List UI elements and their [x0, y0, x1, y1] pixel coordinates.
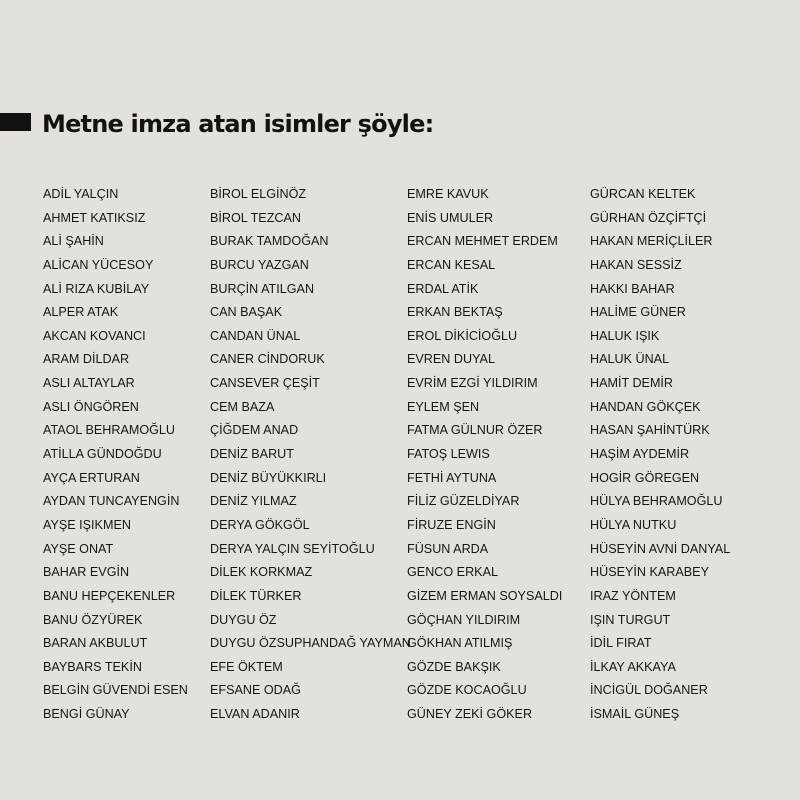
signatory-name: HALİME GÜNER [590, 305, 686, 320]
signatory-name: ERDAL ATİK [407, 281, 479, 296]
signatory-name: HAMİT DEMİR [590, 376, 674, 391]
signatory-name: BURCU YAZGAN [210, 257, 309, 272]
signatory-name: ELVAN ADANIR [210, 707, 300, 722]
signatory-name: FÜSUN ARDA [407, 541, 489, 556]
signatory-name: EFE ÖKTEM [210, 659, 283, 674]
signatory-name: GÖZDE BAKŞIK [407, 659, 501, 674]
signatory-name: GÖZDE KOCAOĞLU [407, 683, 527, 698]
signatory-name: HASAN ŞAHİNTÜRK [590, 423, 710, 438]
signatory-name: CANSEVER ÇEŞİT [210, 376, 320, 391]
signatory-name: GİZEM ERMAN SOYSALDI [407, 588, 563, 603]
signatory-name: EVRİM EZGİ YILDIRIM [407, 376, 538, 391]
signatory-name: ARAM DİLDAR [43, 352, 130, 367]
signatory-name: IŞIN TURGUT [590, 612, 671, 627]
signatory-name: EVREN DUYAL [407, 352, 495, 367]
signatory-name: DENİZ BÜYÜKKIRLI [210, 470, 327, 485]
signatory-name: GÖÇHAN YILDIRIM [407, 612, 521, 627]
signatory-name: DENİZ YILMAZ [210, 494, 297, 509]
signatory-name: GÜRHAN ÖZÇİFTÇİ [590, 210, 707, 225]
signatory-name: GÜNEY ZEKİ GÖKER [407, 707, 533, 722]
signatory-name: FATOŞ LEWIS [407, 447, 490, 462]
signatory-name: CEM BAZA [210, 399, 275, 414]
signatory-name: DERYA YALÇIN SEYİTOĞLU [210, 541, 375, 556]
signatory-name: HÜSEYİN KARABEY [590, 565, 709, 580]
signatory-name: EMRE KAVUK [407, 187, 489, 201]
signatory-name: HÜLYA NUTKU [590, 517, 677, 532]
signatory-name: BELGİN GÜVENDİ ESEN [43, 683, 188, 698]
signatory-name: İLKAY AKKAYA [590, 659, 676, 674]
signatory-name: ERCAN MEHMET ERDEM [407, 234, 558, 249]
signatory-name: ALİCAN YÜCESOY [43, 257, 154, 272]
signatory-name: ATİLLA GÜNDOĞDU [43, 447, 162, 462]
signatory-name: HANDAN GÖKÇEK [590, 399, 701, 414]
names-column-4 [590, 183, 730, 727]
signatory-name: CANER CİNDORUK [210, 352, 325, 367]
signatory-name: HALUK ÜNAL [590, 352, 670, 367]
signatory-name: GÜRCAN KELTEK [590, 187, 696, 201]
signatory-name: HÜLYA BEHRAMOĞLU [590, 494, 723, 509]
signatory-name: ALPER ATAK [43, 305, 119, 320]
signatory-name: AYDAN TUNCAYENGİN [43, 494, 180, 509]
names-column-3 [407, 183, 562, 727]
signatory-name: CANDAN ÜNAL [210, 328, 301, 343]
signatory-name: DUYGU ÖZ [210, 612, 277, 627]
signatory-name: BİROL ELGİNÖZ [210, 187, 307, 201]
signatory-name: ÇİĞDEM ANAD [210, 423, 299, 438]
names-column-1 [43, 183, 188, 727]
signatory-name: BENGİ GÜNAY [43, 707, 130, 722]
signatory-name: GENCO ERKAL [407, 565, 498, 580]
signatory-name: EFSANE ODAĞ [210, 683, 301, 698]
signatory-name: CAN BAŞAK [210, 305, 283, 320]
signatory-name: BURAK TAMDOĞAN [210, 234, 329, 249]
signatory-name: HOGİR GÖREGEN [590, 470, 700, 485]
signatory-name: HAKAN SESSİZ [590, 257, 682, 272]
signatory-name: ASLI ÖNGÖREN [43, 399, 139, 414]
signatory-name: HÜSEYİN AVNİ DANYAL [590, 541, 731, 556]
signatory-name: BİROL TEZCAN [210, 210, 301, 225]
signatory-name: AYÇA ERTURAN [43, 470, 140, 485]
signatory-name: EROL DİKİCİOĞLU [407, 328, 518, 343]
signatory-name: FİRUZE ENGİN [407, 517, 496, 532]
heading-bar-marker [0, 113, 31, 131]
signatory-name: DİLEK TÜRKER [210, 588, 302, 603]
signatory-name: HAKKI BAHAR [590, 281, 675, 296]
signatory-name: HALUK IŞIK [590, 328, 660, 343]
signatory-name: BANU HEPÇEKENLER [43, 588, 176, 603]
page-title: Metne imza atan isimler şöyle: [42, 110, 434, 138]
signatory-name: BAHAR EVGİN [43, 565, 130, 580]
signatory-name: AKCAN KOVANCI [43, 328, 146, 343]
signatory-name: ERKAN BEKTAŞ [407, 305, 503, 320]
signatory-name: ALİ ŞAHİN [43, 234, 104, 249]
signatory-name: DİLEK KORKMAZ [210, 565, 313, 580]
signatory-name: ENİS UMULER [407, 210, 494, 225]
signatory-name: DERYA GÖKGÖL [210, 517, 310, 532]
signatory-name: İDİL FIRAT [590, 636, 652, 651]
signatory-name: AYŞE IŞIKMEN [43, 517, 131, 532]
signatory-name: HAŞİM AYDEMİR [590, 447, 690, 462]
signatory-name: FETHİ AYTUNA [407, 470, 497, 485]
signatory-name: AHMET KATIKSIZ [43, 210, 146, 225]
signatory-name: BARAN AKBULUT [43, 636, 148, 651]
signatory-name: DUYGU ÖZSUPHANDAĞ YAYMAN [210, 636, 411, 651]
signatory-name: ERCAN KESAL [407, 257, 496, 272]
signatory-name: BURÇİN ATILGAN [210, 281, 315, 296]
signatory-name: EYLEM ŞEN [407, 399, 480, 414]
signatory-name: HAKAN MERİÇLİLER [590, 234, 713, 249]
signatory-name: İNCİGÜL DOĞANER [590, 683, 708, 698]
signatory-name: BANU ÖZYÜREK [43, 612, 143, 627]
signatory-name: FATMA GÜLNUR ÖZER [407, 423, 543, 438]
signatory-name: IRAZ YÖNTEM [590, 588, 676, 603]
signatory-name: ATAOL BEHRAMOĞLU [43, 423, 176, 438]
signatory-name: ALİ RIZA KUBİLAY [43, 281, 150, 296]
signatory-name: DENİZ BARUT [210, 447, 294, 462]
signatory-name: BAYBARS TEKİN [43, 659, 142, 674]
signatory-name: İSMAİL GÜNEŞ [590, 707, 680, 722]
signatory-name: ASLI ALTAYLAR [43, 376, 135, 391]
names-column-2 [210, 183, 411, 727]
signatory-name: AYŞE ONAT [43, 541, 114, 556]
signatory-name: GÖKHAN ATILMIŞ [407, 636, 513, 651]
signatory-name: FİLİZ GÜZELDİYAR [407, 494, 520, 509]
signatory-name: ADİL YALÇIN [43, 187, 119, 201]
